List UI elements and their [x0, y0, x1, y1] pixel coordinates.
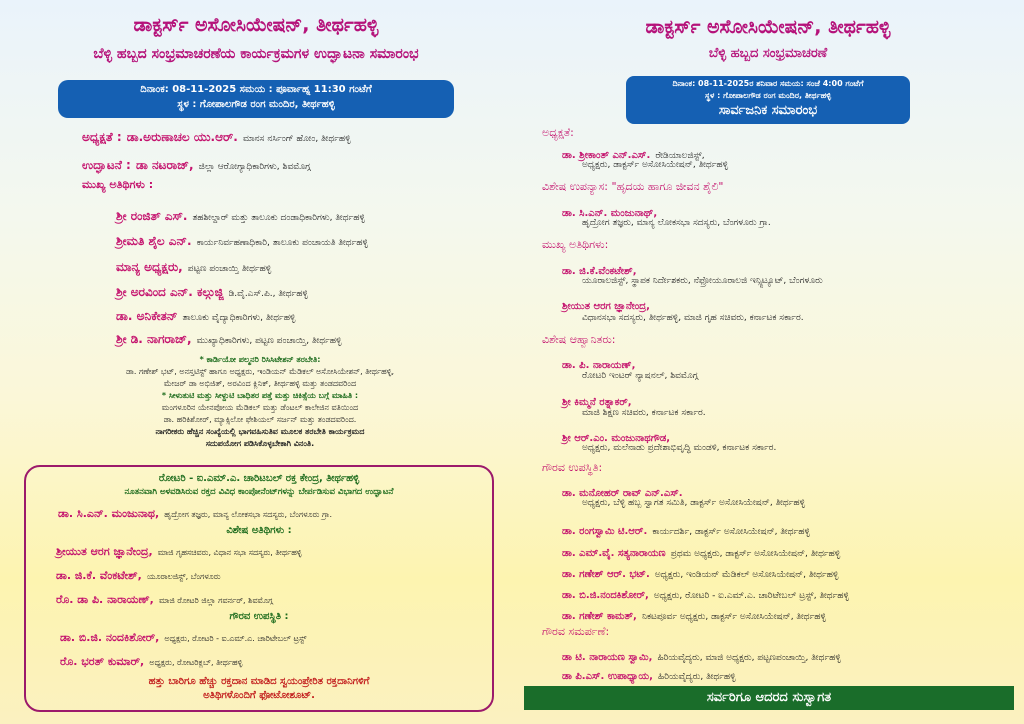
section-label: ಮುಖ್ಯ ಅತಿಥಿಗಳು:: [542, 238, 609, 251]
special-name: ಡಾ. ಜಿ.ಕೆ. ವೆಂಕಟೇಶ್,: [56, 569, 142, 582]
felicitation-name: ಡಾ ಪಿ.ಎಸ್. ಉಪಾಧ್ಯಾಯ,: [562, 671, 653, 682]
honor-sub: ಕಾರ್ಯದರ್ಶಿ, ಡಾಕ್ಟರ್ಸ್ ಅಸೋಸಿಯೇಷನ್, ತೀರ್ಥಹಳ್ಳಿ: [652, 527, 810, 537]
box-special-row: [56, 540, 492, 559]
box-line2: ನೂತನವಾಗಿ ಅಳವಡಿಸಿರುವ ರಕ್ತದ ವಿವಿಧ ಕಾಂಪೋನೆಂಟ್‌ಗಳನ್ನು ಬೇರ್ಪಡಿಸುವ ವಿಭಾಗದ ಉದ್ಘಾಟನೆ: [124, 487, 394, 497]
left-inaug-name: ಡಾ ನಟರಾಜ್,: [135, 158, 194, 172]
guest-row: [116, 230, 368, 249]
guest-name: ಮಾನ್ಯ ಅಧ್ಯಕ್ಷರು,: [116, 260, 183, 274]
left-date-line: ದಿನಾಂಕ: 08-11-2025 ಸಮಯ : ಪೂರ್ವಾಹ್ನ 11:30 ಗಂಟೆಗೆ: [140, 84, 372, 95]
honor-name: ಡಾ. ಎಮ್.ವೈ. ಸತ್ಯನಾರಾಯಣ: [562, 548, 666, 559]
guest-name: ಡಾ. ಅನಿಕೇತನ್: [116, 309, 178, 323]
person-sub: ಅಧ್ಯಕ್ಷರು, ಡಾಕ್ಟರ್ಸ್ ಅಸೋಸಿಯೇಷನ್, ತೀರ್ಥಹಳ್ಳಿ: [582, 160, 729, 170]
guest-desc: ಡಿ.ವೈ.ಎಸ್.ಪಿ., ತೀರ್ಥಹಳ್ಳಿ: [228, 289, 308, 299]
guest-desc: ತಹಶೀಲ್ದಾರ್ ಮತ್ತು ತಾಲೂಕು ದಂಡಾಧಿಕಾರಿಗಳು, ತೀರ್ಥಹಳ್ಳಿ: [192, 213, 365, 223]
left-inaug-row: [82, 154, 310, 173]
note-heading: * ಕಾರ್ಡಿಯೋ ಪಲ್ಮನರಿ ರಿಸಿಸಿಟೇಶನ್ ತರಬೇತಿ:: [199, 355, 321, 364]
box-special-label: ವಿಶೇಷ ಅತಿಥಿಗಳು :: [226, 525, 292, 536]
person-name: ಡಾ. ಶ್ರೀಕಾಂತ್ ಎನ್.ಎಸ್.: [562, 150, 651, 161]
note-line: ಮೇಜರ್ ಡಾ ಅಭಿಜಿತ್, ಅರವಿಂದ ಕ್ಲಿನಿಕ್, ತೀರ್ಥಹಳ್ಳಿ ಮತ್ತು ತಂಡದವರಿಂದ: [163, 379, 357, 388]
right-event-name: ಸಾರ್ವಜನಿಕ ಸಮಾರಂಭ: [718, 103, 818, 118]
honor-sub: ಪ್ರಥಮ ಅಧ್ಯಕ್ಷರು, ಡಾಕ್ಟರ್ಸ್ ಅಸೋಸಿಯೇಷನ್, ತೀರ್ಥಹಳ್ಳಿ: [670, 549, 841, 559]
box-special-row: [56, 564, 492, 583]
honor-name: ರೊ. ಭರತ್ ಕುಮಾರ್,: [60, 655, 145, 668]
person-sub: ಹೃದ್ರೋಗ ತಜ್ಞರು, ಮಾನ್ಯ ಲೋಕಸಭಾ ಸದಸ್ಯರು, ಬೆಂಗಳೂರು ಗ್ರಾ.: [582, 218, 771, 228]
blood-centre-box: [24, 465, 494, 712]
felicitation-name: ಡಾ ಟಿ. ನಾರಾಯಣ ಸ್ವಾಮಿ,: [562, 652, 653, 663]
special-name: ರೊ. ಡಾ ಪಿ. ನಾರಾಯಣ್,: [56, 593, 154, 606]
left-president-desc: ಮಾನಸ ನರ್ಸಿಂಗ್ ಹೋಂ, ತೀರ್ಥಹಳ್ಳಿ: [242, 134, 351, 144]
left-president-row: [82, 126, 351, 145]
guest-name: ಶ್ರೀ ಅರವಿಂದ ಎನ್. ಕಲ್ಗುಜ್ಜಿ: [116, 285, 224, 299]
felicitation-sub: ಹಿರಿಯವೈದ್ಯರು, ಮಾಜಿ ಅಧ್ಯಕ್ಷರು, ಪಟ್ಟಣಪಂಚಾಯ್ತಿ, ತೀರ್ಥಹಳ್ಳಿ: [657, 653, 841, 663]
honor-row: [562, 604, 826, 623]
honor-desc: ಅಧ್ಯಕ್ಷರು, ರೋಟರಿ - ಐ.ಎಮ್.ಎ. ಚಾರಿಟೇಬಲ್ ಟ್ರಸ್ಟ್: [164, 634, 307, 643]
left-inaug-desc: ಜಿಲ್ಲಾ ಆರೋಗ್ಯಾಧಿಕಾರಿಗಳು, ಶಿವಮೊಗ್ಗ: [198, 162, 311, 172]
felicitation-row: [562, 664, 736, 683]
guest-row: [116, 328, 341, 347]
person-name: ಶ್ರೀಯುತ ಆರಗ ಜ್ಞಾನೇಂದ್ರ,: [562, 301, 650, 312]
guest-name: ಶ್ರೀ ರಂಜಿತ್ ಎಸ್.: [116, 209, 188, 223]
box-inaug-row: [58, 502, 492, 521]
note-heading: * ಸೀಳುತುಟಿ ಮತ್ತು ಸೀಳ್ದುಟಿ ಬಾಧಿತರ ಪತ್ತೆ ಮತ್ತು ಚಿಕಿತ್ಸೆಯ ಬಗ್ಗೆ ಮಾಹಿತಿ :: [161, 391, 359, 400]
honor-name: ಡಾ. ಗಣೇಶ್ ಕಾಮತ್,: [562, 611, 637, 622]
right-venue-line: ಸ್ಥಳ : ಗೋಪಾಲಗೌಡ ರಂಗ ಮಂದಿರ, ತೀರ್ಥಹಳ್ಳಿ: [704, 91, 832, 100]
left-president-label: ಅಧ್ಯಕ್ಷತೆ :: [82, 130, 122, 144]
right-date-line: ದಿನಾಂಕ: 08-11-2025ರ ಶನಿವಾರ ಸಮಯ: ಸಂಜೆ 4:00 ಗಂಟೆಗೆ: [672, 79, 864, 88]
left-venue-line: ಸ್ಥಳ : ಗೋಪಾಲಗೌಡ ರಂಗ ಮಂದಿರ, ತೀರ್ಥಹಳ್ಳಿ: [177, 99, 335, 110]
left-president-name: ಡಾ.ಅರುಣಾಚಲ ಯು.ಆರ್.: [126, 130, 238, 144]
right-panel: [512, 0, 1024, 724]
left-date-box: [58, 80, 454, 118]
honor-row: [562, 583, 849, 602]
person-sub: ಯೂರಾಲಜಿಸ್ಟ್, ಸ್ಥಾಪಕ ನಿರ್ದೇಶಕರು, ನೆಫ್ರೋಯೂರಾಲಜಿ ಇನ್ಸ್ಟಿಟ್ಯೂಟ್, ಬೆಂಗಳೂರು: [582, 276, 823, 286]
guest-name: ಶ್ರೀ ಡಿ. ನಾಗರಾಜ್,: [116, 332, 192, 346]
section-label: ವಿಶೇಷ ಉಪನ್ಯಾಸ: "ಹೃದಯ ಹಾಗೂ ಜೀವನ ಶೈಲಿ": [542, 180, 724, 193]
honor-row: [562, 519, 810, 538]
left-chief-label: ಮುಖ್ಯ ಅತಿಥಿಗಳು :: [82, 178, 154, 191]
person-name: ಶ್ರೀ ಆರ್.ಎಂ. ಮಂಜುನಾಥಗೌಡ,: [562, 433, 671, 444]
box-closing1: ಹತ್ತು ಬಾರಿಗೂ ಹೆಚ್ಚು ರಕ್ತದಾನ ಮಾಡಿದ ಸ್ವಯಂಪ್ರೇರಿತ ರಕ್ತದಾನಿಗಳಿಗೆ: [148, 676, 370, 687]
guest-desc: ಪಟ್ಟಣ ಪಂಚಾಯ್ತಿ ತೀರ್ಥಹಳ್ಳಿ: [187, 264, 272, 274]
felicitation-row: [562, 645, 841, 664]
honor-sub: ನಿಕಟಪೂರ್ವ ಅಧ್ಯಕ್ಷರು, ಡಾಕ್ಟರ್ಸ್ ಅಸೋಸಿಯೇಷನ್, ತೀರ್ಥಹಳ್ಳಿ: [641, 612, 826, 622]
person-sub: ಅಧ್ಯಕ್ಷರು, ಮಲೆನಾಡು ಪ್ರದೇಶಾಭಿವೃದ್ಧಿ ಮಂಡಳಿ, ಕರ್ನಾಟಕ ಸರ್ಕಾರ.: [582, 443, 777, 453]
left-subtitle: ಬೆಳ್ಳಿ ಹಬ್ಬದ ಸಂಭ್ರಮಾಚರಣೆಯ ಕಾರ್ಯಕ್ರಮಗಳ ಉದ್ಘಾಟನಾ ಸಮಾರಂಭ: [93, 46, 419, 62]
honor-sub: ಅಧ್ಯಕ್ಷರು, ಬೆಳ್ಳಿ ಹಬ್ಬ ಸ್ವಾಗತ ಸಮಿತಿ, ಡಾಕ್ಟರ್ಸ್ ಅಸೋಸಿಯೇಷನ್, ತೀರ್ಥಹಳ್ಳಿ: [582, 498, 806, 508]
welcome-banner: ಸರ್ವರಿಗೂ ಆದರದ ಸುಸ್ವಾಗತ: [524, 686, 1014, 710]
note-line: ಸದುಪಯೋಗ ಪಡಿಸಿಕೊಳ್ಳಬೇಕಾಗಿ ವಿನಂತಿ.: [205, 439, 315, 448]
note-line: ಡಾ. ಗಣೇಶ್ ಭಟ್, ಅನಸ್ತಟಿಸ್ಟ್ ಹಾಗೂ ಅಧ್ಯಕ್ಷರು, ಇಂಡಿಯನ್ ಮೆಡಿಕಲ್ ಅಸೋಸಿಯೇಶನ್, ತೀರ್ಥಹಳ್ಳಿ,: [125, 367, 395, 376]
person-name: ಡಾ. ಪಿ. ನಾರಾಯಣ್,: [562, 360, 636, 371]
note-line: ಮಂಗಳೂರಿನ ಯೇನಪೋಯ ಮೆಡಿಕಲ್ ಮತ್ತು ಡೆಂಟಲ್ ಕಾಲೇಜಿನ ವತಿಯಿಂದ: [161, 403, 359, 412]
box-honor-label: ಗೌರವ ಉಪಸ್ಥಿತಿ :: [229, 611, 289, 622]
note-line: ಡಾ. ಹರಿಕಿಶೋರ್, ಮ್ಯಾಕ್ಸಿಲೋ ಫೇಶಿಯಲ್ ಸರ್ಜನ್ ಮತ್ತು ತಂಡದವರಿಂದ.: [163, 415, 357, 424]
honor-name: ಡಾ. ಬಿ.ಜಿ.ನಂದಕಿಶೋರ್,: [562, 590, 649, 601]
honor-row: [562, 562, 838, 581]
guest-desc: ಮುಖ್ಯಾಧಿಕಾರಿಗಳು, ಪಟ್ಟಣ ಪಂಚಾಯ್ತಿ, ತೀರ್ಥಹಳ್ಳಿ: [196, 336, 342, 346]
person-sub: ಮಾಜಿ ಶಿಕ್ಷಣ ಸಚಿವರು, ಕರ್ನಾಟಕ ಸರ್ಕಾರ.: [582, 408, 706, 418]
box-line1: ರೋಟರಿ - ಐ.ಎಮ್.ಎ. ಚಾರಿಟಬಲ್ ರಕ್ತ ಕೇಂದ್ರ, ತೀರ್ಥಹಳ್ಳಿ: [158, 473, 360, 484]
guest-row: [116, 305, 295, 324]
special-desc: ಯೂರಾಲಜಿಸ್ಟ್, ಬೆಂಗಳೂರು: [146, 572, 221, 581]
box-special-row: [56, 588, 492, 607]
note-line: ನಾಗರೀಕರು ಹೆಚ್ಚಿನ ಸಂಖ್ಯೆಯಲ್ಲಿ ಭಾಗವಹಿಸುತಿವ ಮೂಲಕ ತರಬೇತಿ ಕಾರ್ಯಕ್ರಮದ: [155, 427, 365, 436]
right-subtitle: ಬೆಳ್ಳಿ ಹಬ್ಬದ ಸಂಭ್ರಮಾಚರಣೆ: [708, 46, 828, 61]
person-sub: ವಿಧಾನಸಭಾ ಸದಸ್ಯರು, ತೀರ್ಥಹಳ್ಳಿ, ಮಾಜಿ ಗೃಹ ಸಚಿವರು, ಕರ್ನಾಟಕ ಸರ್ಕಾರ.: [582, 313, 804, 323]
section-label: ಅಧ್ಯಕ್ಷತೆ:: [542, 126, 574, 139]
right-date-box: [626, 76, 910, 124]
box-inaug-desc: ಹೃದ್ರೋಗ ತಜ್ಞರು, ಮಾನ್ಯ ಲೋಕಸಭಾ ಸದಸ್ಯರು, ಬೆಂಗಳೂರು ಗ್ರಾ.: [164, 510, 333, 519]
guest-desc: ಕಾರ್ಯನಿರ್ವಹಣಾಧಿಕಾರಿ, ತಾಲೂಕು ಪಂಚಾಯತಿ ತೀರ್ಥಹಳ್ಳಿ: [196, 238, 368, 248]
special-name: ಶ್ರೀಯುತ ಆರಗ ಜ್ಞಾನೇಂದ್ರ,: [56, 545, 153, 558]
person-name: ಶ್ರೀ ಕಿಮ್ಮನೆ ರತ್ನಾಕರ್,: [562, 397, 632, 408]
guest-desc: ತಾಲೂಕು ವೈದ್ಯಾಧಿಕಾರಿಗಳು, ತೀರ್ಥಹಳ್ಳಿ: [182, 313, 296, 323]
box-honor-row: [60, 626, 492, 645]
left-title: ಡಾಕ್ಟರ್ಸ್ ಅಸೋಸಿಯೇಷನ್, ತೀರ್ಥಹಳ್ಳಿ: [133, 14, 379, 36]
felicitation-sub: ಹಿರಿಯವೈದ್ಯರು, ತೀರ್ಥಹಳ್ಳಿ: [658, 672, 736, 682]
honor-sub: ಅಧ್ಯಕ್ಷರು, ರೋಟರಿ - ಐ.ಎಮ್.ಎ. ಚಾರಿಟೇಬಲ್ ಟ್ರಸ್ಟ್, ತೀರ್ಥಹಳ್ಳಿ: [653, 591, 849, 601]
left-inaug-label: ಉದ್ಘಾಟನೆ :: [82, 158, 131, 172]
guest-row: [116, 205, 365, 224]
person-name: ಡಾ. ಸಿ.ಎನ್. ಮಂಜುನಾಥ್,: [562, 208, 658, 219]
guest-name: ಶ್ರೀಮತಿ ಶೈಲ ಎನ್.: [116, 234, 192, 248]
honor-label: ಗೌರವ ಉಪಸ್ಥಿತಿ:: [542, 461, 603, 474]
honor-name: ಡಾ. ಗಣೇಶ್ ಆರ್. ಭಟ್.: [562, 569, 650, 580]
person-sub: ರೋಟರಿ ಇಂಟರ್ ನ್ಯಾಷನಲ್, ಶಿವಮೊಗ್ಗ: [582, 371, 699, 381]
honor-name: ಡಾ. ಬಿ.ಜಿ. ನಂದಕಿಶೋರ್,: [60, 631, 160, 644]
felicitation-label: ಗೌರವ ಸಮರ್ಪಣೆ:: [542, 625, 610, 638]
box-closing2: ಅತಿಥಿಗಳೊಂದಿಗೆ ಫೋಟೋಶೂಟ್.: [203, 690, 315, 701]
person-desc: ರೇಡಿಯಾಲಜಿಸ್ಟ್,: [655, 151, 705, 161]
box-inaug-name: ಡಾ. ಸಿ.ಎನ್. ಮಂಜುನಾಥ,: [58, 507, 160, 520]
person-name: ಡಾ. ಜಿ.ಕೆ.ವೆಂಕಟೇಶ್,: [562, 266, 637, 277]
honor-name: ಡಾ. ರಂಗಸ್ವಾಮಿ ಟಿ.ಆರ್.: [562, 526, 648, 537]
right-title: ಡಾಕ್ಟರ್ಸ್ ಅಸೋಸಿಯೇಷನ್, ತೀರ್ಥಹಳ್ಳಿ: [645, 16, 891, 38]
honor-desc: ಅಧ್ಯಕ್ಷರು, ರೋಟರಿಕ್ಲಬ್, ತೀರ್ಥಹಳ್ಳಿ: [149, 658, 243, 667]
person-row: [562, 353, 635, 372]
section-label: ವಿಶೇಷ ಆಹ್ವಾನಿತರು:: [542, 333, 616, 346]
person-row: [562, 390, 632, 409]
honor-sub: ಅಧ್ಯಕ್ಷರು, ಇಂಡಿಯನ್ ಮೆಡಿಕಲ್ ಅಸೋಸಿಯೇಷನ್, ತೀರ್ಥಹಳ್ಳಿ: [654, 570, 839, 580]
guest-row: [116, 281, 308, 300]
honor-row: [562, 541, 840, 560]
special-desc: ಮಾಜಿ ರೋಟರಿ ಜಿಲ್ಲಾ ಗವರ್ನರ್, ಶಿವಮೊಗ್ಗ: [158, 596, 273, 605]
guest-row: [116, 256, 271, 275]
honor-name: ಡಾ. ಮನೋಹರ್ ರಾವ್ ಎನ್.ಎಸ್.: [562, 488, 683, 499]
special-desc: ಮಾಜಿ ಗೃಹಸಚಿವರು, ವಿಧಾನ ಸಭಾ ಸದಸ್ಯರು, ತೀರ್ಥಹಳ್ಳಿ: [157, 548, 302, 557]
person-row: [562, 294, 650, 313]
left-notes: [40, 354, 480, 450]
box-honor-row: [60, 650, 492, 669]
